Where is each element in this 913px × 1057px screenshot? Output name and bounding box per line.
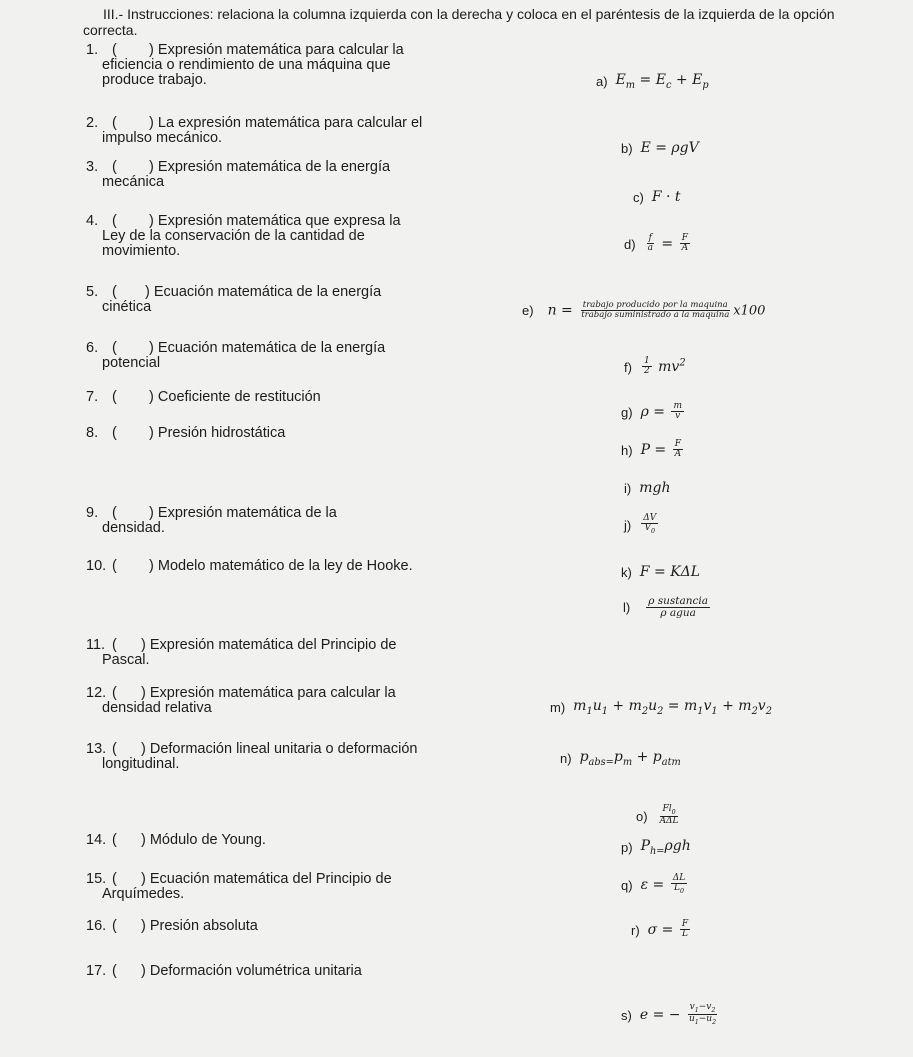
question-number: 15. (86, 871, 107, 887)
question-line: produce trabajo. (102, 72, 207, 88)
option-s (621, 1003, 720, 1027)
option-i (624, 480, 670, 496)
question-line-first (86, 506, 337, 521)
question-item (86, 390, 321, 405)
question-number: 7. (86, 389, 99, 405)
instructions (83, 6, 903, 38)
efficiency-factor: x100 (733, 303, 766, 319)
question-number: 1. (86, 42, 99, 58)
question-line-first (86, 43, 404, 58)
option-c (633, 189, 681, 205)
question-number: 8. (86, 425, 99, 441)
question-text: ( ) Ecuación matemática de la energía (112, 284, 382, 300)
question-line: Pascal. (102, 652, 150, 668)
question-text: ( ) Modelo matemático de la ley de Hooke. (112, 558, 413, 574)
option-h (621, 440, 685, 460)
formula-potential-energy: mgh (639, 480, 671, 496)
question-item (86, 872, 392, 902)
question-line: movimiento. (102, 243, 181, 259)
instructions-line-1: III.- Instrucciones: relaciona la columna izquierda con la derecha y coloca en el paréntesis de la izquierda de la opción (103, 6, 835, 22)
formula-density: ρ = $\frac{m}{v}$ (640, 401, 682, 422)
question-line-first (86, 872, 392, 887)
option-j (624, 514, 660, 536)
question-number: 6. (86, 340, 99, 356)
question-line-first (86, 833, 266, 848)
question-text: ( ) Expresión matemática para calcular la (112, 685, 396, 701)
question-text: ( ) Deformación volumétrica unitaria (112, 963, 362, 979)
option-letter: j) (624, 517, 632, 533)
question-text: ( ) Coeficiente de restitución (112, 389, 321, 405)
option-letter: i) (624, 480, 632, 496)
question-item (86, 160, 390, 190)
option-q (621, 874, 689, 896)
question-line: mecánica (102, 174, 165, 190)
question-line-first (86, 964, 362, 979)
option-letter: r) (631, 922, 640, 938)
option-letter: k) (621, 564, 632, 580)
option-letter: c) (633, 189, 644, 205)
question-line-first (86, 341, 385, 356)
question-line: cinética (102, 299, 152, 315)
option-r (631, 920, 692, 940)
formula-relative-density (644, 596, 712, 620)
question-item (86, 285, 381, 315)
relative-density-numerator: ρ sustancia (648, 595, 709, 607)
question-text: ( ) Expresión matemática del Principio de (112, 637, 397, 653)
question-text: ( ) La expresión matemática para calcular el (112, 115, 423, 131)
question-item (86, 833, 266, 848)
formula-pressure: P = $\frac{F}{A}$ (640, 439, 682, 460)
formula-restitution: e = − $\frac{v_1-v_2}{u_1-u_2}$ (639, 1002, 717, 1027)
question-line-first (86, 116, 422, 131)
question-line-first (86, 390, 321, 405)
question-line: densidad relativa (102, 700, 212, 716)
formula-kinetic-energy: $\frac{1}{2}$ $mv^2$ (643, 356, 686, 377)
relative-density-denominator: ρ agua (660, 607, 696, 620)
option-letter: o) (636, 808, 648, 824)
option-letter: g) (621, 404, 633, 420)
formula-young-modulus: $\frac{Fl_0}{\text{AΔL}}$ (659, 804, 679, 827)
question-number: 5. (86, 284, 99, 300)
question-text: ( ) Deformación lineal unitaria o deformación (112, 741, 418, 757)
question-item (86, 116, 422, 146)
option-f (624, 357, 686, 377)
question-line: densidad. (102, 520, 165, 536)
option-o (636, 805, 683, 827)
option-letter: m) (550, 699, 566, 715)
question-text: ( ) Expresión matemática que expresa la (112, 213, 401, 229)
question-line-first (86, 919, 258, 934)
question-number: 17. (86, 963, 107, 979)
efficiency-denominator: trabajo suministrado a la maquina (581, 309, 730, 320)
question-text: ( ) Ecuación matemática del Principio de (112, 871, 392, 887)
question-item (86, 742, 417, 772)
question-line: longitudinal. (102, 756, 180, 772)
question-number: 11. (86, 637, 106, 653)
option-letter: l) (623, 600, 631, 616)
question-line-first (86, 638, 396, 653)
option-b (621, 140, 699, 156)
question-text: ( ) Expresión matemática de la (112, 505, 337, 521)
question-line-first (86, 160, 390, 175)
question-item (86, 341, 385, 371)
formula-hooke: F = KΔL (639, 564, 701, 580)
option-a (596, 72, 709, 91)
question-number: 4. (86, 213, 99, 229)
question-line: impulso mecánico. (102, 130, 223, 146)
question-line-first (86, 686, 396, 701)
formula-volumetric-strain: $\frac{\Delta V}{V_0}$ (643, 513, 657, 536)
question-line: Ley de la conservación de la cantidad de (102, 228, 365, 244)
formula-pascal: $\frac{f}{a}$ = $\frac{F}{A}$ (647, 233, 689, 254)
question-line-first (86, 214, 401, 229)
question-line-first (86, 742, 417, 757)
question-text: ( ) Expresión matemática para calcular la (112, 42, 404, 58)
question-line-first (86, 426, 285, 441)
formula-linear-strain: ε = $\frac{\Delta L}{L_0}$ (640, 873, 686, 896)
question-text: ( ) Presión hidrostática (112, 425, 286, 441)
option-p (621, 838, 691, 857)
instructions-line-2: correcta. (83, 22, 138, 38)
option-l (623, 596, 712, 620)
question-number: 10. (86, 558, 107, 574)
question-number: 12. (86, 685, 107, 701)
question-item (86, 919, 258, 934)
question-number: 14. (86, 832, 107, 848)
option-letter: b) (621, 140, 633, 156)
question-line: eficiencia o rendimiento de una máquina que (102, 57, 391, 73)
question-item (86, 43, 404, 88)
question-number: 16. (86, 918, 107, 934)
question-text: ( ) Módulo de Young. (112, 832, 266, 848)
question-number: 2. (86, 115, 99, 131)
option-letter: p) (621, 839, 633, 855)
question-text: ( ) Presión absoluta (112, 918, 258, 934)
question-line: Arquímedes. (102, 886, 185, 902)
option-g (621, 402, 686, 422)
question-item (86, 559, 413, 574)
option-n (560, 749, 681, 768)
option-letter: d) (624, 236, 636, 252)
question-line-first (86, 285, 381, 300)
question-item (86, 964, 362, 979)
question-number: 3. (86, 159, 99, 175)
formula-impulse: F · t (651, 189, 681, 205)
option-letter: a) (596, 73, 608, 89)
question-item (86, 638, 396, 668)
question-item (86, 426, 285, 441)
option-e (522, 301, 765, 320)
option-letter: q) (621, 877, 633, 893)
option-letter: n) (560, 750, 572, 766)
question-text: ( ) Ecuación matemática de la energía (112, 340, 386, 356)
formula-mechanical-energy: $E_m = E_c + E_p$ (615, 72, 709, 91)
formula-stress: σ = $\frac{F}{L}$ (647, 919, 689, 940)
question-item (86, 506, 337, 536)
option-d (624, 234, 692, 254)
formula-momentum-conservation: $m_1u_1 + m_2u_2 = m_1v_1 + m_2v_2$ (573, 698, 772, 717)
question-number: 13. (86, 741, 107, 757)
formula-absolute-pressure: $p_{abs=}p_m + p_{atm}$ (579, 749, 681, 768)
option-letter: e) (522, 303, 534, 319)
question-number: 9. (86, 505, 99, 521)
question-item (86, 686, 396, 716)
formula-archimedes: E = ρgV (640, 140, 699, 156)
option-letter: h) (621, 442, 633, 458)
question-text: ( ) Expresión matemática de la energía (112, 159, 391, 175)
efficiency-numerator: trabajo producido por la maquina (582, 300, 728, 310)
option-letter: f) (624, 359, 632, 375)
question-line: potencial (102, 355, 161, 371)
option-m (550, 698, 772, 717)
question-line-first (86, 559, 413, 574)
formula-efficiency: n = $\frac{\text{trabajo producido por la maquina}}{\text{trabajo suministrado a la maquina}}$ x100 (547, 300, 766, 320)
question-item (86, 214, 401, 259)
formula-hydrostatic-pressure: $P_{h=}\rho gh$ (640, 838, 691, 857)
option-k (621, 564, 700, 580)
option-letter: s) (621, 1007, 632, 1023)
